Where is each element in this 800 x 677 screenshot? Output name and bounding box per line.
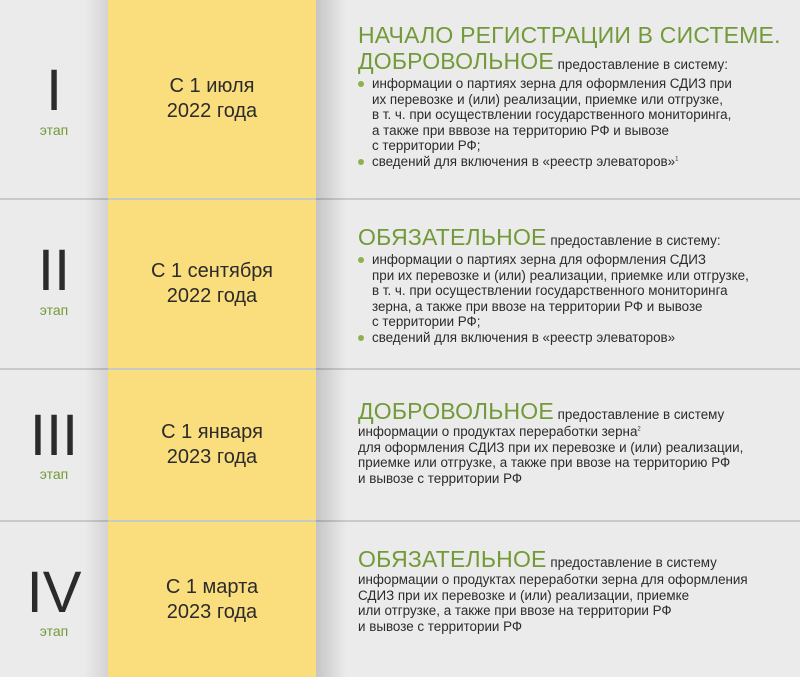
list-item: сведений для включения в «реестр элеваторов»$^1$ — [358, 154, 798, 170]
stage-label: этап — [39, 623, 69, 639]
stage-date-year: 2023 года — [166, 600, 258, 623]
stage-lead: предоставление в систему — [546, 555, 717, 570]
stage-date — [108, 522, 316, 677]
stage-label: этап — [39, 302, 69, 318]
stage-description — [358, 224, 798, 346]
footnote-marker: 2 — [637, 426, 641, 433]
stage-text: информации о продуктах переработки зерна$^2$ для оформления СДИЗ при их перевозке и (или) реализации, приемке или отгрузке, а также при ввозе на территорию РФ и вывозе с территории РФ — [358, 424, 744, 486]
stage-kind: ОБЯЗАТЕЛЬНОЕ — [358, 224, 547, 250]
stage-kind: ДОБРОВОЛЬНОЕ — [358, 398, 554, 424]
column-shadow — [316, 0, 346, 677]
stage-date-year: 2022 года — [166, 285, 258, 307]
list-item: информации о партиях зерна для оформления СДИЗ при их перевозке и (или) реализации, приемке или отгрузке, в т. ч. при осуществлении государственного мониторинга зерна, а также при ввозе на территории РФ и вывозе с территории РФ; — [358, 252, 798, 330]
stage-date-year: 2022 года — [166, 100, 258, 122]
stage-date-day: С 1 июля — [169, 75, 255, 97]
stage-date-year: 2023 года — [166, 446, 258, 468]
stage-lead: предоставление в систему: — [553, 57, 728, 72]
footnote-marker: 1 — [675, 156, 679, 163]
stage-date-day: С 1 марта — [165, 575, 259, 598]
list-item: сведений для включения в «реестр элеваторов» — [358, 330, 798, 346]
stage-text: информации о продуктах переработки зерна для оформления СДИЗ при их перевозке и (или) реализации, приемке или отгрузке, а также при ввозе на территории РФ и вывозе с территории РФ — [358, 572, 748, 634]
stage-1 — [0, 0, 800, 198]
stage-2 — [0, 200, 800, 368]
stage-label: этап — [39, 466, 69, 482]
stage-date — [108, 0, 316, 198]
stage-title: НАЧАЛО РЕГИСТРАЦИИ В СИСТЕМЕ. — [358, 22, 781, 48]
list-item: информации о партиях зерна для оформления СДИЗ при их перевозке и (или) реализации, приемке или отгрузке, в т. ч. при осуществлении государственного мониторинга, а также при вввозе на территорию РФ и вывозе с территории РФ; — [358, 76, 798, 154]
stage-description — [358, 398, 798, 486]
stage-4 — [0, 522, 800, 677]
stage-3 — [0, 370, 800, 520]
stage-numeral: IV — [26, 560, 82, 625]
stage-numeral: III — [29, 403, 79, 468]
stage-numeral: I — [45, 58, 63, 123]
stage-lead: предоставление в систему: — [546, 233, 721, 248]
stage-kind: ДОБРОВОЛЬНОЕ — [358, 48, 554, 74]
stage-date-day: С 1 января — [161, 421, 263, 443]
stage-lead: предоставление в систему — [553, 407, 725, 422]
stage-date — [108, 200, 316, 368]
column-shadow — [84, 0, 108, 677]
stage-description — [358, 22, 798, 170]
stage-description — [358, 546, 798, 634]
stage-date — [108, 370, 316, 520]
stage-label: этап — [39, 122, 69, 138]
stage-numeral: II — [37, 238, 71, 303]
stage-date-day: С 1 сентября — [150, 260, 274, 282]
stage-kind: ОБЯЗАТЕЛЬНОЕ — [358, 546, 547, 572]
